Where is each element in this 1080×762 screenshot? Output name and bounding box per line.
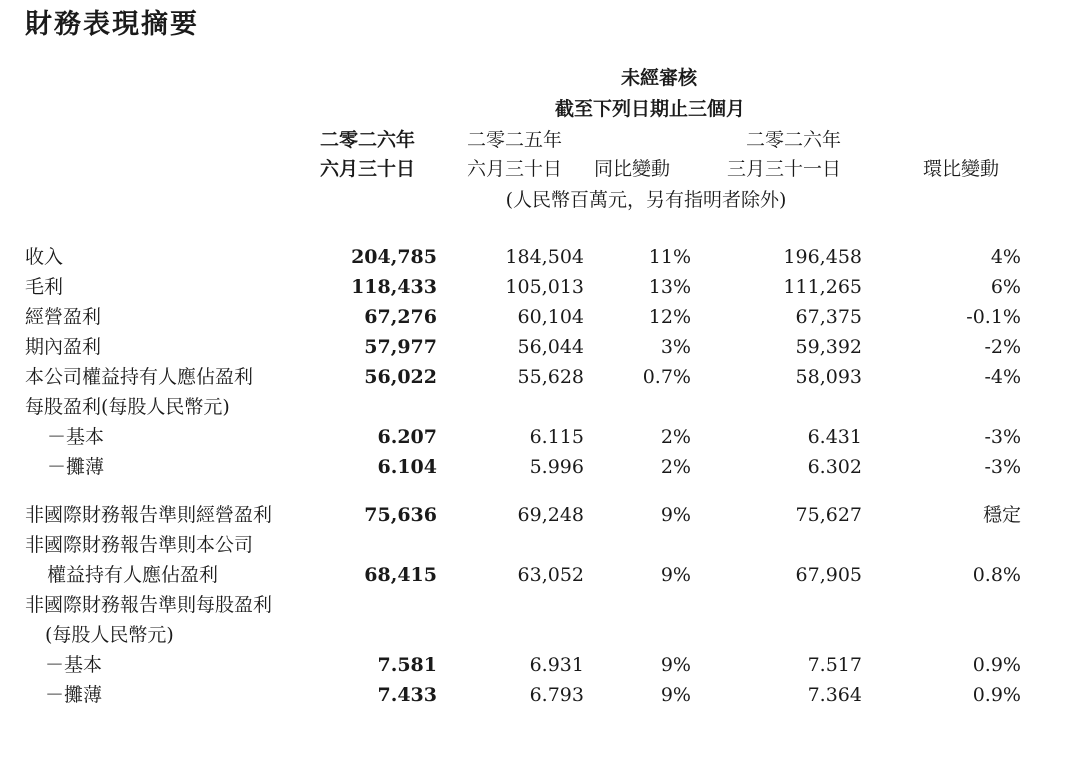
value-2025-q2: 56,044 <box>517 336 584 358</box>
value-2026-q1: 7.364 <box>807 684 862 706</box>
value-2025-q2 <box>437 590 584 620</box>
value-2025-q2: 184,504 <box>505 246 584 268</box>
value-2026-q2: 6.207 <box>377 426 437 448</box>
header-col1-year: 二零二六年 <box>319 129 415 151</box>
qoq-change <box>862 530 1021 560</box>
yoy-change <box>584 530 691 560</box>
value-2026-q1: 7.517 <box>807 654 862 676</box>
value-2025-q2: 63,052 <box>517 564 584 586</box>
value-2025-q2: 6.793 <box>529 684 584 706</box>
qoq-change <box>862 590 1021 620</box>
yoy-change <box>584 590 691 620</box>
header-unit: (人民幣百萬元，另有指明者除外) <box>505 189 787 211</box>
value-2025-q2 <box>437 392 584 422</box>
table-row <box>25 422 1021 452</box>
value-2026-q2: 7.433 <box>377 684 437 706</box>
value-2026-q1: 111,265 <box>783 276 862 298</box>
value-2025-q2 <box>437 620 584 650</box>
header-col1-date: 六月三十日 <box>319 158 415 180</box>
qoq-change: -0.1% <box>966 306 1021 328</box>
value-2026-q2: 57,977 <box>364 336 437 358</box>
qoq-change: 4% <box>990 246 1021 268</box>
value-2026-q2: 67,276 <box>364 306 437 328</box>
yoy-change: 0.7% <box>642 366 691 388</box>
header-col2-year: 二零二五年 <box>466 129 562 151</box>
table-row <box>25 560 1021 590</box>
value-2026-q1: 6.431 <box>807 426 862 448</box>
yoy-change <box>584 620 691 650</box>
yoy-change: 9% <box>660 654 691 676</box>
row-label: 每股盈利(每股人民幣元) <box>25 396 230 418</box>
value-2026-q1: 67,905 <box>795 564 862 586</box>
value-2026-q2: 75,636 <box>364 504 437 526</box>
table-row <box>25 500 1021 530</box>
value-2025-q2: 5.996 <box>529 456 584 478</box>
value-2026-q1: 6.302 <box>807 456 862 478</box>
value-2026-q2 <box>347 392 437 422</box>
page-title: 財務表現摘要 <box>25 9 199 40</box>
value-2025-q2: 69,248 <box>517 504 584 526</box>
value-2026-q1 <box>691 392 862 422</box>
table-row <box>25 590 1021 620</box>
qoq-change: 0.9% <box>972 684 1021 706</box>
row-label: 期內盈利 <box>25 336 102 358</box>
qoq-change: -2% <box>984 336 1021 358</box>
row-label: －基本 <box>47 426 105 448</box>
row-label: 本公司權益持有人應佔盈利 <box>25 366 254 388</box>
value-2026-q2: 68,415 <box>364 564 437 586</box>
row-label: 收入 <box>25 246 64 268</box>
qoq-change: -3% <box>984 456 1021 478</box>
row-label: －基本 <box>45 654 103 676</box>
qoq-change: 0.8% <box>972 564 1021 586</box>
table-row <box>25 272 1021 302</box>
header-col3: 同比變動 <box>593 158 670 180</box>
value-2026-q2: 6.104 <box>377 456 437 478</box>
qoq-change: -4% <box>984 366 1021 388</box>
value-2026-q1: 59,392 <box>795 336 862 358</box>
header-period: 截至下列日期止三個月 <box>554 98 746 120</box>
value-2026-q2 <box>347 590 437 620</box>
value-2026-q2: 118,433 <box>351 276 437 298</box>
row-label: －攤薄 <box>45 684 103 706</box>
header-col4-date: 三月三十一日 <box>726 158 841 180</box>
value-2025-q2 <box>437 530 584 560</box>
value-2026-q1 <box>691 530 862 560</box>
table-row <box>25 302 1021 332</box>
table-row <box>25 650 1021 680</box>
value-2025-q2: 55,628 <box>517 366 584 388</box>
row-label: 權益持有人應佔盈利 <box>47 564 219 586</box>
value-2026-q1: 75,627 <box>795 504 862 526</box>
value-2025-q2: 6.115 <box>529 426 584 448</box>
row-label: (每股人民幣元) <box>45 624 174 646</box>
header-col2-date: 六月三十日 <box>466 158 562 180</box>
row-label: －攤薄 <box>47 456 105 478</box>
yoy-change: 13% <box>648 276 691 298</box>
row-label: 毛利 <box>25 276 64 298</box>
yoy-change <box>584 392 691 422</box>
table-row <box>25 392 1021 422</box>
value-2025-q2: 60,104 <box>517 306 584 328</box>
value-2026-q1 <box>691 620 862 650</box>
qoq-change: 6% <box>990 276 1021 298</box>
yoy-change: 12% <box>648 306 691 328</box>
header-col4-year: 二零二六年 <box>745 129 841 151</box>
value-2026-q2: 56,022 <box>364 366 437 388</box>
value-2026-q2: 7.581 <box>377 654 437 676</box>
table-row <box>25 530 1021 560</box>
yoy-change: 9% <box>660 564 691 586</box>
table-row <box>25 242 1021 272</box>
header-unaudited: 未經審核 <box>620 67 698 89</box>
qoq-change <box>862 392 1021 422</box>
value-2026-q2: 204,785 <box>351 246 437 268</box>
value-2025-q2: 6.931 <box>529 654 584 676</box>
value-2026-q1 <box>691 590 862 620</box>
qoq-change: 穩定 <box>982 504 1021 526</box>
value-2026-q2 <box>347 620 437 650</box>
section-spacer <box>25 482 1021 500</box>
yoy-change: 2% <box>660 426 691 448</box>
table-row <box>25 680 1021 710</box>
table-row <box>25 332 1021 362</box>
header-col5: 環比變動 <box>922 158 999 180</box>
table-row <box>25 362 1021 392</box>
table-row <box>25 452 1021 482</box>
yoy-change: 9% <box>660 504 691 526</box>
row-label: 經營盈利 <box>25 306 102 328</box>
qoq-change: 0.9% <box>972 654 1021 676</box>
table-row <box>25 620 1021 650</box>
row-label: 非國際財務報告準則經營盈利 <box>25 504 273 526</box>
value-2025-q2: 105,013 <box>505 276 584 298</box>
yoy-change: 2% <box>660 456 691 478</box>
financial-summary-table <box>25 242 1021 710</box>
qoq-change <box>862 620 1021 650</box>
yoy-change: 11% <box>648 246 691 268</box>
qoq-change: -3% <box>984 426 1021 448</box>
yoy-change: 9% <box>660 684 691 706</box>
row-label: 非國際財務報告準則本公司 <box>25 534 254 556</box>
value-2026-q1: 67,375 <box>795 306 862 328</box>
row-label: 非國際財務報告準則每股盈利 <box>25 594 273 616</box>
value-2026-q1: 196,458 <box>783 246 862 268</box>
yoy-change: 3% <box>660 336 691 358</box>
value-2026-q2 <box>347 530 437 560</box>
value-2026-q1: 58,093 <box>795 366 862 388</box>
